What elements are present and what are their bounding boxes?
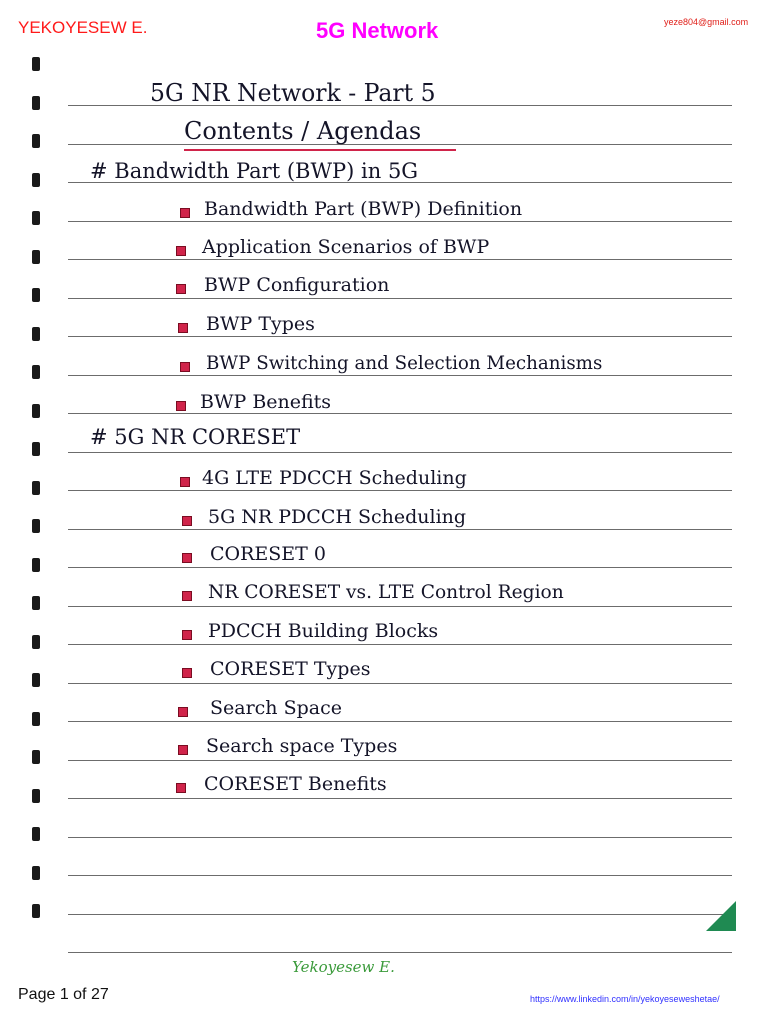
ruled-line (68, 721, 732, 722)
ruled-line (68, 760, 732, 761)
spiral-ring (32, 134, 40, 148)
ruled-line (68, 259, 732, 260)
list-item-label: NR CORESET vs. LTE Control Region (208, 581, 564, 603)
spiral-ring (32, 250, 40, 264)
spiral-ring (32, 866, 40, 880)
ruled-line (68, 606, 732, 607)
spiral-ring (32, 673, 40, 687)
spiral-ring (32, 596, 40, 610)
list-item-label: Search Space (210, 697, 342, 719)
author-name: YEKOYESEW E. (18, 18, 148, 37)
ruled-line (68, 875, 732, 876)
bullet-icon (176, 246, 186, 256)
bullet-icon (180, 208, 190, 218)
list-item-label: CORESET Types (210, 658, 371, 680)
bullet-icon (180, 362, 190, 372)
bullet-icon (182, 516, 192, 526)
list-item-label: BWP Configuration (204, 274, 390, 296)
subheading-underline (184, 149, 456, 151)
spiral-ring (32, 904, 40, 918)
page-number: Page 1 of 27 (18, 986, 109, 1003)
bullet-icon (182, 630, 192, 640)
footer-signature: Yekoyesew E. (292, 958, 395, 976)
ruled-line (68, 529, 732, 530)
list-item-label: Search space Types (206, 735, 398, 757)
spiral-ring (32, 712, 40, 726)
list-item-label: Application Scenarios of BWP (202, 236, 490, 258)
bullet-icon (176, 284, 186, 294)
spiral-ring (32, 442, 40, 456)
ruled-line (68, 452, 732, 453)
spiral-ring (32, 558, 40, 572)
ruled-line (68, 914, 732, 915)
section-coreset: # 5G NR CORESET (90, 425, 301, 449)
ruled-line (68, 298, 732, 299)
section-bwp: # Bandwidth Part (BWP) in 5G (90, 159, 419, 183)
list-item-label: 5G NR PDCCH Scheduling (208, 506, 467, 528)
list-item-label: Bandwidth Part (BWP) Definition (204, 198, 523, 220)
spiral-ring (32, 404, 40, 418)
spiral-ring (32, 519, 40, 533)
spiral-ring (32, 327, 40, 341)
spiral-ring (32, 211, 40, 225)
ruled-line (68, 567, 732, 568)
spiral-ring (32, 789, 40, 803)
ruled-line (68, 798, 732, 799)
ruled-line (68, 837, 732, 838)
list-item-label: CORESET Benefits (204, 773, 387, 795)
bullet-icon (182, 668, 192, 678)
bullet-icon (182, 591, 192, 601)
list-item-label: CORESET 0 (210, 543, 326, 565)
bullet-icon (176, 783, 186, 793)
spiral-ring (32, 288, 40, 302)
ruled-line (68, 221, 732, 222)
ruled-line (68, 375, 732, 376)
ruled-line (68, 683, 732, 684)
linkedin-link[interactable]: https://www.linkedin.com/in/yekoyeseweshetae/ (530, 994, 720, 1004)
bullet-icon (182, 553, 192, 563)
list-item-label: BWP Types (206, 313, 315, 335)
spiral-ring (32, 827, 40, 841)
ruled-line (68, 336, 732, 337)
bullet-icon (178, 323, 188, 333)
spiral-ring (32, 57, 40, 71)
bullet-icon (178, 707, 188, 717)
notebook-page (28, 45, 740, 945)
spiral-ring (32, 96, 40, 110)
bullet-icon (180, 477, 190, 487)
document-title: 5G Network (316, 18, 439, 43)
author-email: yeze804@gmail.com (664, 17, 749, 27)
page-corner-triangle (706, 901, 736, 931)
spiral-ring (32, 750, 40, 764)
bullet-icon (178, 745, 188, 755)
list-item-label: 4G LTE PDCCH Scheduling (202, 467, 467, 489)
spiral-ring (32, 365, 40, 379)
notes-subheading: Contents / Agendas (184, 117, 422, 145)
ruled-line (68, 644, 732, 645)
spiral-ring (32, 481, 40, 495)
ruled-line (68, 490, 732, 491)
list-item-label: BWP Benefits (200, 391, 332, 413)
bullet-icon (176, 401, 186, 411)
spiral-ring (32, 173, 40, 187)
notes-heading: 5G NR Network - Part 5 (150, 79, 436, 107)
ruled-line (68, 413, 732, 414)
list-item-label: BWP Switching and Selection Mechanisms (206, 352, 603, 374)
list-item-label: PDCCH Building Blocks (208, 620, 439, 642)
spiral-ring (32, 635, 40, 649)
ruled-line (68, 952, 732, 953)
